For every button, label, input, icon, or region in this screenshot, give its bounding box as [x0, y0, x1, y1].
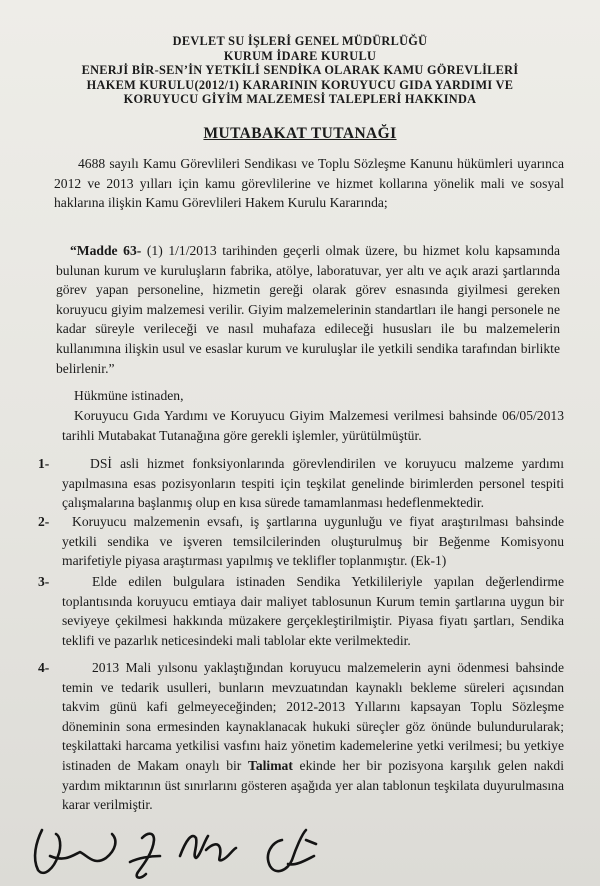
item-number: 2-	[38, 514, 50, 529]
talimat-word: Talimat	[248, 757, 293, 773]
signature-3	[180, 836, 236, 860]
item-text: Elde edilen bulgulara istinaden Sendika Yetkilileriyle yapılan değerlendirme toplantısında koruyucu emtiaya dair maliyet tablosunun Kurum temin şartlarına uygun bir seviyeye çekilmesi hakkında müzakere gerçekleştirilmiştir. Piyasa fiyatı şartları, Sendika teklifi ve pazarlık neticesindeki mali tablolar ekte verilmektedir.	[62, 574, 564, 648]
item-text-part-b: ekinde her bir pozisyona karşılık gelen nakdi yardım miktarının üst sınırlarını gösteren aşağıda yer alan tablonun teşkilata duyurulmasına karar verilmiştir.	[62, 757, 564, 813]
madde-text: (1) 1/1/2013 tarihinden geçerli olmak üzere, bu hizmet kolu kapsamında bulunan kurum ve kuruluşların fabrika, atölye, laboratuvar, yer altı ve açık arazi şartlarında görev yapan personeline, hizmetin gereği olarak görev esnasında giyilmesi gereken koruyucu giyim malzemesi verilir. Giyim malzemelerinin standartları ile hangi personele ne kadar süreyle verileceği ve nasıl muhafaza edileceği hususları ile bu malzemelerin kullanımına ilişkin usul ve esaslar kurum ve kuruluşlar ile yetkili sendika tarafından birlikte belirlenir.”	[56, 243, 560, 376]
header-line-1: DEVLET SU İŞLERİ GENEL MÜDÜRLÜĞÜ	[172, 34, 428, 48]
header-line-2: KURUM İDARE KURULU	[223, 48, 377, 63]
madde-label: “Madde 63-	[70, 243, 142, 258]
handwritten-signatures	[20, 812, 350, 886]
item-text: Koruyucu malzemenin evsafı, iş şartlarına uygunluğu ve fiyat araştırılması bahsinde yetkili sendika ve işveren temsilcilerinden oluşturulmuş bir Beğenme Komisyonu marifetiyle piyasa araştırması yapılmış ve teklifler toplanmıştır. (Ek-1)	[62, 514, 564, 569]
item-number: 3-	[38, 574, 50, 589]
hukmune-line: Hükmüne istinaden,	[74, 388, 184, 403]
signature-2	[130, 834, 160, 878]
signature-1	[35, 830, 115, 873]
document-title: MUTABAKAT TUTANAĞI	[203, 125, 397, 142]
intro-paragraph: 4688 sayılı Kamu Görevlileri Sendikası ve Toplu Sözleşme Kanunu hükümleri uyarınca 2012 ve 2013 yılları için kamu görevlilerine ve hizmet kollarına yönelik mali ve sosyal haklarına ilişkin Kamu Görevlileri Hakem Kurulu Kararında;	[54, 156, 564, 211]
list-item-3	[38, 572, 564, 650]
header-line-4: HAKEM KURULU(2012/1) KARARININ KORUYUCU GIDA YARDIMI VE	[86, 77, 514, 92]
item-text	[38, 658, 564, 815]
madde-63-paragraph	[56, 241, 560, 378]
item-number: 4-	[38, 660, 50, 675]
list-item-1	[38, 454, 564, 513]
item-text-part-a: 2013 Mali yılsonu yaklaştığından koruyucu malzemelerin ayni ödenmesi bahsinde temin ve tedarik usulleri, bunların mevzuatından kaynaklı bekleme süreleri açısından takvim günü kafi gelmeyeceğinden; 2012-2013 Yıllarını kapsayan Toplu Sözleşme döneminin sona ermesinden kaynaklanacak hukuki süreçler göz önünde bulundurularak; teşkilattaki harcama yetkilisi vasfını haiz yönetim kademelerine yetki verilmesi; bu yetkiye istinaden de Makam onaylı bir	[62, 660, 564, 773]
list-item-2	[38, 512, 564, 571]
item-text: DSİ asli hizmet fonksiyonlarında görevlendirilen ve koruyucu malzeme yardımı yapılmasına esas pozisyonların tespiti için teşkilat genelinde birimlerden personel tespiti çalışmalarına başlanmış olup en kısa sürede tamamlanması hedeflenmektedir.	[62, 456, 564, 511]
header-line-5: KORUYUCU GİYİM MALZEMESİ TALEPLERİ HAKKINDA	[123, 92, 477, 107]
list-item-4	[38, 658, 564, 815]
item-number: 1-	[38, 456, 50, 471]
document-header	[40, 34, 560, 107]
header-line-3: ENERJİ BİR-SEN’İN YETKİLİ SENDİKA OLARAK KAMU GÖREVLİLERİ	[81, 63, 519, 78]
signature-4	[268, 830, 316, 871]
koruyucu-paragraph: Koruyucu Gıda Yardımı ve Koruyucu Giyim Malzemesi verilmesi bahsinde 06/05/2013 tarihli Mutabakat Tutanağına göre gerekli işlemler, yürütülmüştür.	[62, 408, 564, 443]
